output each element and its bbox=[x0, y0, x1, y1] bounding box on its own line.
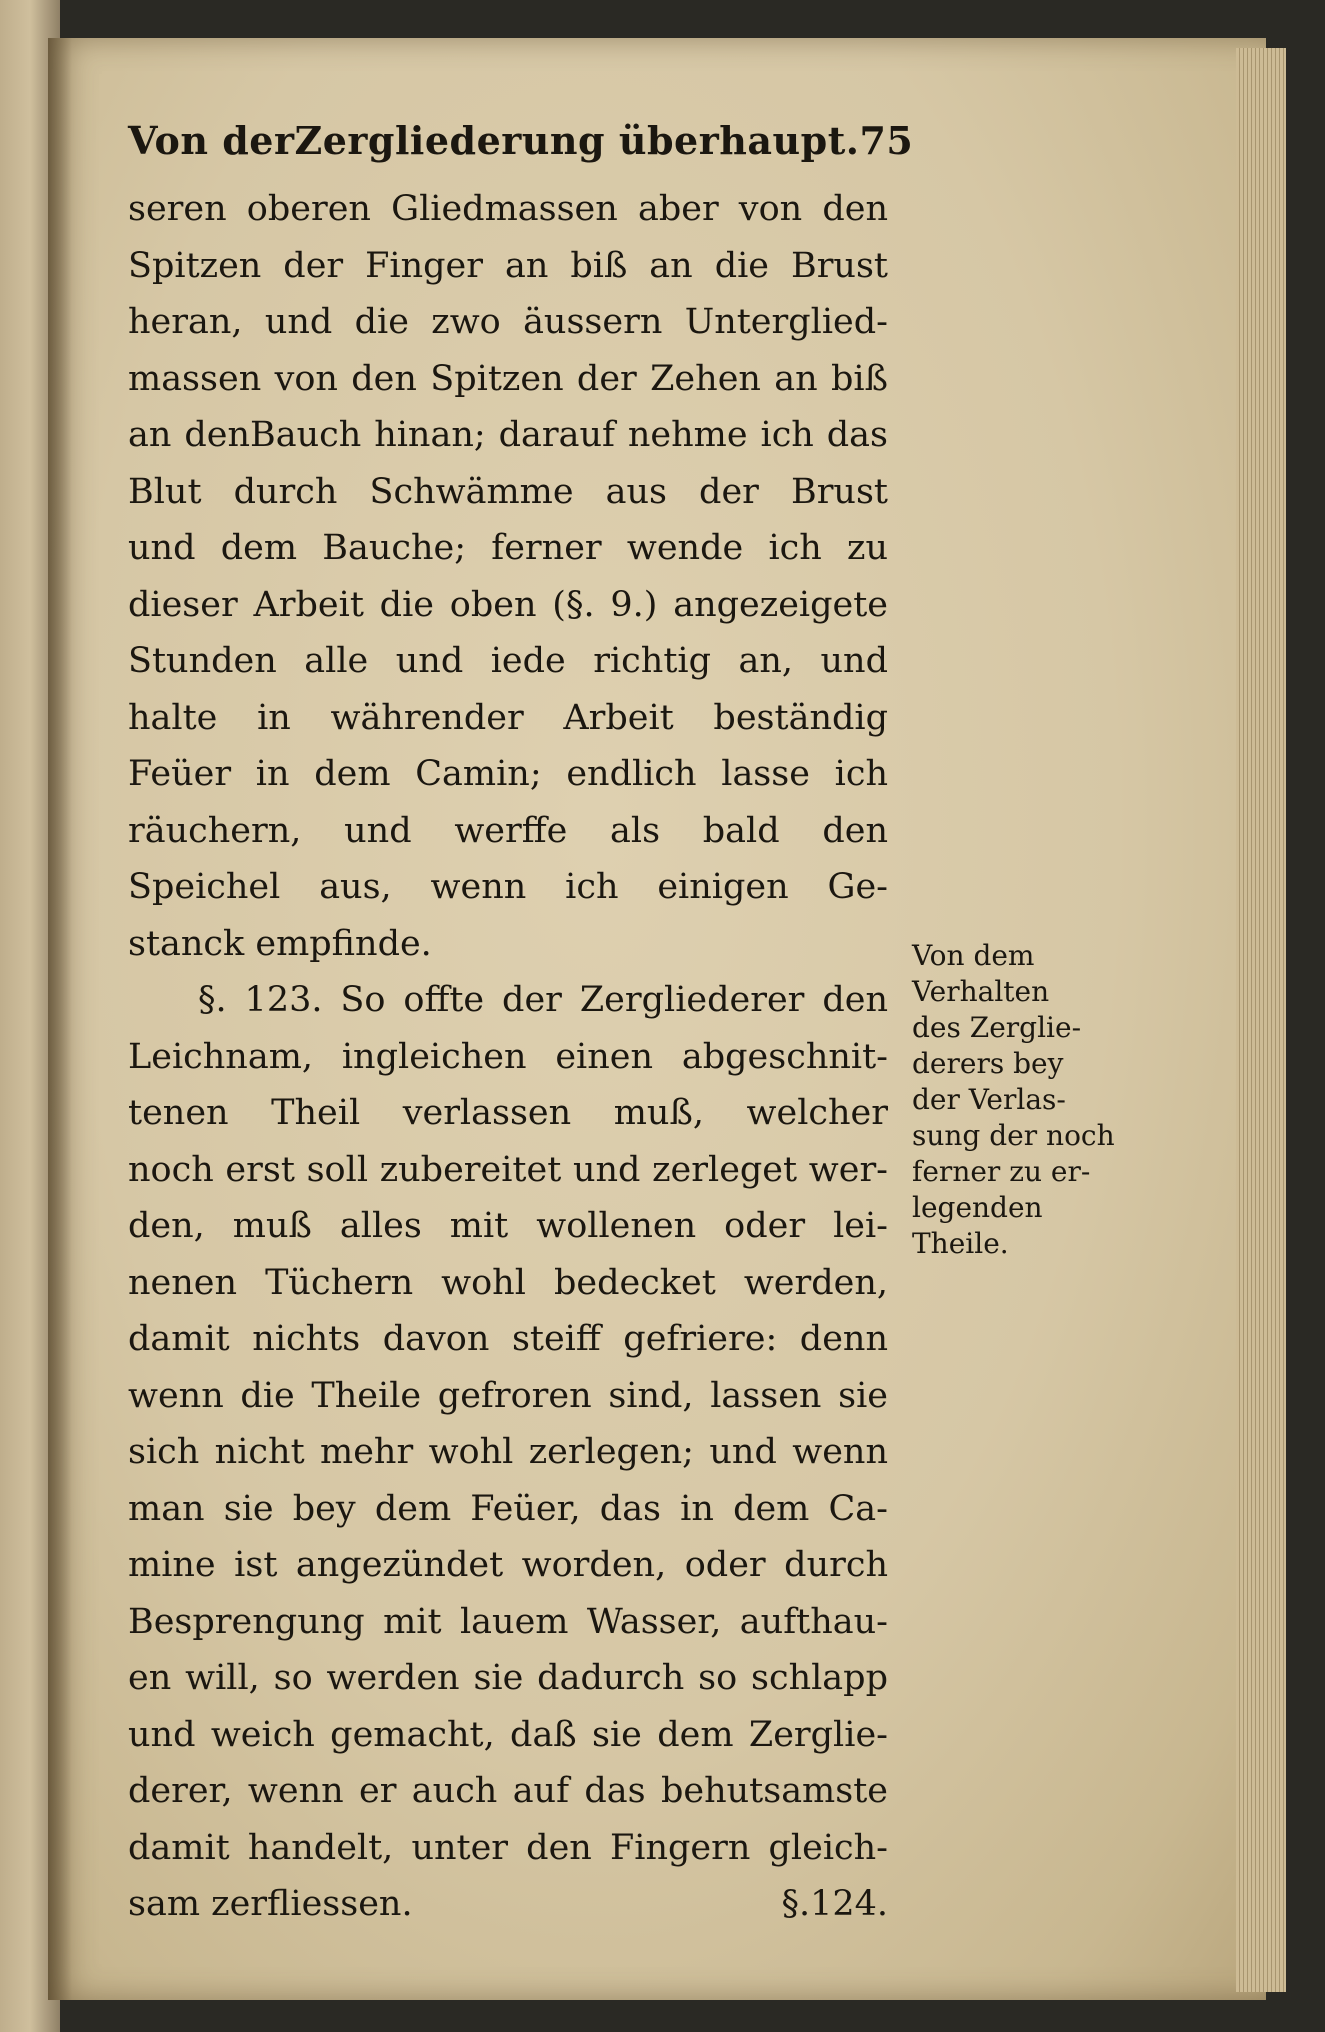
text-line: stanck empfinde. bbox=[128, 923, 432, 964]
section-start-line: §. 123. So offte der Zergliederer den bbox=[198, 980, 888, 1020]
marginal-line: der Verlas- bbox=[912, 1083, 1066, 1116]
text-line: damit nichts davon steiff gefriere: denn bbox=[128, 1319, 888, 1359]
text-line: an denBauch hinan; darauf nehme ich das bbox=[128, 415, 888, 455]
page-text bbox=[128, 118, 914, 1933]
text-line: und weich gemacht, daß sie dem Zerglie- bbox=[128, 1714, 888, 1755]
text-line: sich nicht mehr wohl zerlegen; und wenn bbox=[128, 1432, 888, 1472]
text-line: Blut durch Schwämme aus der Brust bbox=[128, 471, 888, 512]
marginal-line: legenden bbox=[912, 1191, 1043, 1224]
text-line: und dem Bauche; ferner wende ich zu bbox=[128, 528, 888, 568]
running-head: Von derZergliederung überhaupt. bbox=[128, 118, 860, 163]
catchword: §.124. bbox=[781, 1884, 888, 1924]
text-line: Feüer in dem Camin; endlich lasse ich bbox=[128, 754, 888, 794]
text-line: en will, so werden sie dadurch so schlapp bbox=[128, 1658, 888, 1698]
marginal-line: Theile. bbox=[912, 1227, 1009, 1260]
text-line: Besprengung mit lauem Wasser, aufthau- bbox=[128, 1601, 888, 1642]
text-line: Speichel aus, wenn ich einigen Ge- bbox=[128, 867, 888, 907]
text-line: noch erst soll zubereitet und zerleget wer- bbox=[128, 1149, 888, 1190]
text-line: räuchern, und werffe als bald den bbox=[128, 810, 888, 851]
text-line: damit handelt, unter den Fingern gleich- bbox=[128, 1827, 888, 1868]
text-line: nenen Tüchern wohl bedecket werden, bbox=[128, 1262, 888, 1303]
text-line: wenn die Theile gefroren sind, lassen sie bbox=[128, 1375, 888, 1416]
final-line bbox=[128, 1876, 888, 1933]
text-line: tenen Theil verlassen muß, welcher bbox=[128, 1093, 888, 1133]
text-line: heran, und die zwo äussern Unterglied- bbox=[128, 302, 888, 342]
marginal-line: Von dem bbox=[912, 939, 1035, 972]
text-line: massen von den Spitzen der Zehen an biß bbox=[128, 358, 888, 399]
marginal-line: derers bey bbox=[912, 1047, 1064, 1080]
marginal-line: Verhalten bbox=[912, 975, 1050, 1008]
text-line: Stunden alle und iede richtig an, und bbox=[128, 641, 888, 681]
text-line: seren oberen Gliedmassen aber von den bbox=[128, 189, 888, 229]
text-line: derer, wenn er auch auf das behutsamste bbox=[128, 1771, 888, 1811]
text-line: man sie bey dem Feüer, das in dem Ca- bbox=[128, 1488, 888, 1529]
gutter-shadow bbox=[48, 38, 72, 2000]
page-header bbox=[128, 118, 914, 163]
text-line: mine ist angezündet worden, oder durch bbox=[128, 1545, 888, 1585]
text-line: den, muß alles mit wollenen oder lei- bbox=[128, 1206, 888, 1246]
marginal-line: ferner zu er- bbox=[912, 1155, 1091, 1188]
marginal-line: des Zerglie- bbox=[912, 1011, 1082, 1044]
text-line: Spitzen der Finger an biß an die Brust bbox=[128, 245, 888, 286]
text-line: sam zerfliessen. bbox=[128, 1884, 413, 1924]
marginal-note bbox=[912, 938, 1115, 1262]
page-edges bbox=[1236, 48, 1286, 1992]
marginal-line: sung der noch bbox=[912, 1119, 1115, 1152]
text-line: Leichnam, ingleichen einen abgeschnit- bbox=[128, 1036, 888, 1077]
page-number: 75 bbox=[859, 118, 914, 163]
text-line: dieser Arbeit die oben (§. 9.) angezeigete bbox=[128, 584, 888, 625]
text-line: halte in währender Arbeit beständig bbox=[128, 697, 888, 738]
